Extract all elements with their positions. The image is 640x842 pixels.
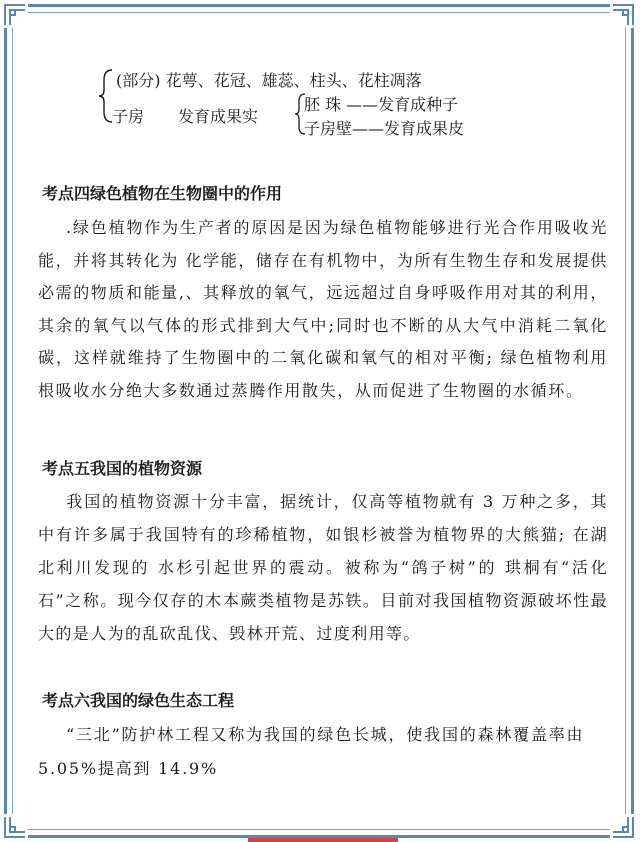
section-6-text: “三北”防护林工程又称为我国的绿色长城，使我国的森林覆盖率由5.05%提高到 14.9% <box>38 725 585 778</box>
section-4-body <box>38 212 608 407</box>
section-5-title: 考点五我国的植物资源 <box>42 459 203 478</box>
section-6-body <box>38 718 608 786</box>
section-5-body <box>38 485 608 650</box>
diagram-ovary-fruit: 发育成果实 <box>178 107 259 126</box>
corner-ornament-icon <box>2 814 28 840</box>
flower-structure-diagram <box>98 64 538 144</box>
section-4-title: 考点四绿色植物在生物圈中的作用 <box>42 184 283 203</box>
corner-ornament-icon <box>610 2 636 28</box>
section-6-title: 考点六我国的绿色生态工程 <box>42 691 235 710</box>
diagram-row-falloff: (部分) 花萼、花冠、雄蕊、柱头、花柱凋落 <box>116 71 422 90</box>
diagram-ovary-label: 子房 <box>112 107 145 126</box>
corner-ornament-icon <box>2 2 28 28</box>
section-5-text: 我国的植物资源十分丰富，据统计，仅高等植物就有 3 万种之多，其中有许多属于我国特有的珍稀植物，如银杉被誉为植物界的大熊猫; 在湖北利川发现的 水杉引起世界的震动。被称为“鸽子树”的 珙桐有“活化石”之称。现今仅存的木本蕨类植物是苏铁。目前对我国植物资源破坏性最大的是人为的乱砍乱伐、毁林开荒、过度利用等。 <box>38 492 608 643</box>
corner-ornament-icon <box>610 814 636 840</box>
bottom-accent-bar <box>248 838 398 842</box>
diagram-ovule-seed: 胚 珠 ——发育成种子 <box>304 95 459 114</box>
section-4-text: .绿色植物作为生产者的原因是因为绿色植物能够进行光合作用吸收光能，并将其转化为 化学能，储存在有机物中，为所有生物生存和发展提供必需的物质和能量,、其释放的氧气，远远超过自身呼吸作用对其的利用，其余的氧气以气体的形式排到大气中;同时也不断的从大气中消耗二氧化碳，这样就维持了生物圈中的二氧化碳和氧气的相对平衡; 绿色植物利用 根吸收水分绝大多数通过蒸腾作用散失，从而促进了生物圈的水循环。 <box>38 218 608 400</box>
diagram-ovary-wall-peel: 子房壁——发育成果皮 <box>304 119 465 138</box>
